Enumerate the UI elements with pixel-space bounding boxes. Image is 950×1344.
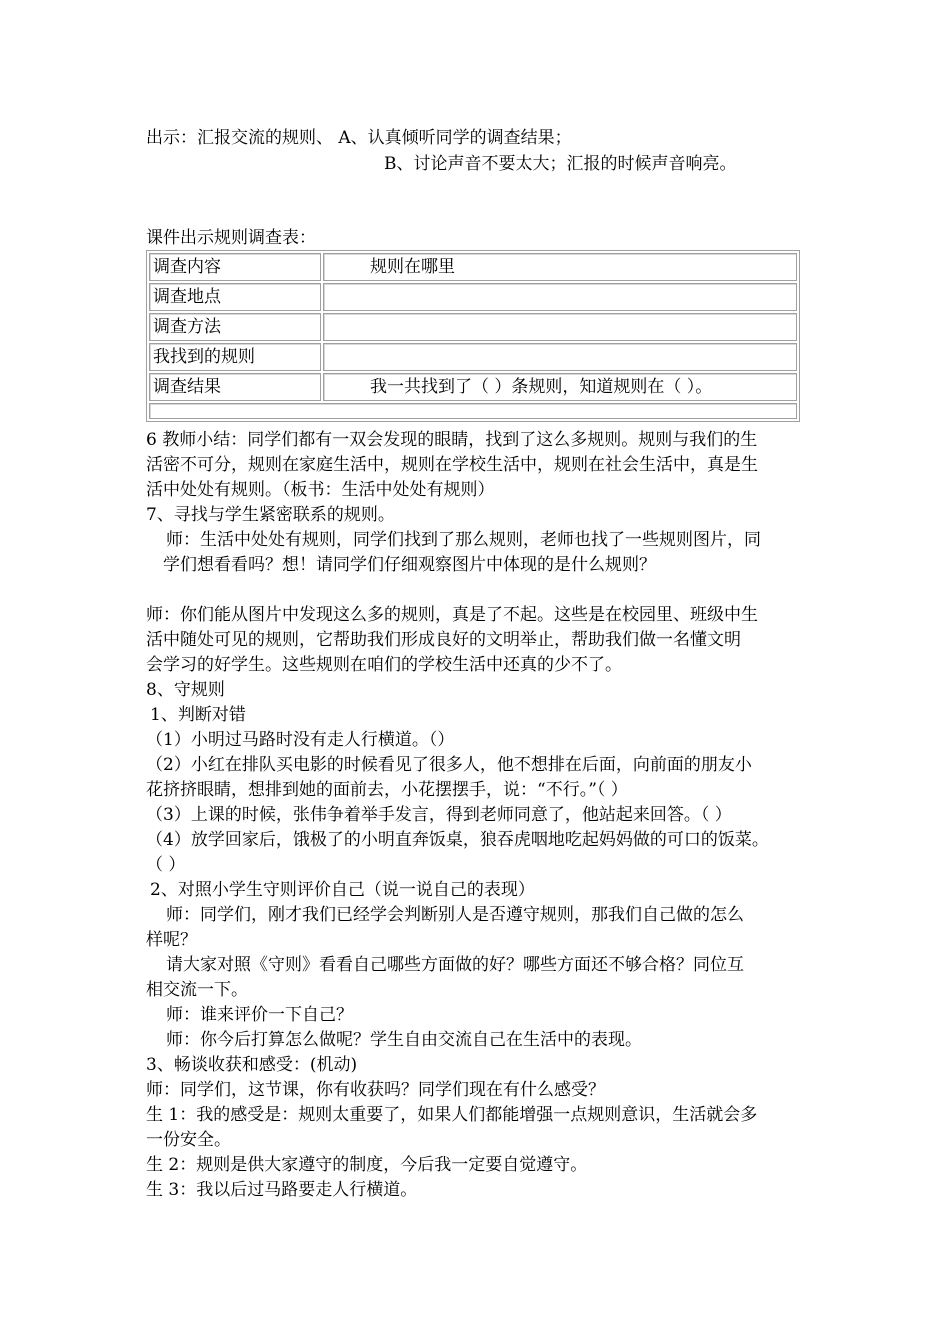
row-value: 我一共找到了（ ）条规则，知道规则在（ ）。 bbox=[323, 373, 797, 401]
row-value bbox=[323, 313, 797, 341]
student-1-line-2: 一份安全。 bbox=[146, 1130, 231, 1150]
section-8-sub-1: 1、判断对错 bbox=[150, 705, 246, 725]
teacher-line-3: 师：谁来评价一下自己？ bbox=[166, 1005, 353, 1025]
survey-caption: 课件出示规则调查表： bbox=[146, 228, 316, 248]
row-value: 规则在哪里 bbox=[323, 253, 797, 281]
teacher-line-2b: 相交流一下。 bbox=[146, 980, 248, 1000]
student-1-line-1: 生 1：我的感受是：规则太重要了，如果人们都能增强一点规则意识，生活就会多 bbox=[146, 1105, 758, 1125]
table-row bbox=[149, 313, 797, 341]
summary-line-3: 活中处处有规则。（板书：生活中处处有规则） bbox=[146, 480, 495, 500]
table-row bbox=[149, 253, 797, 281]
intro-line-1: 出示：汇报交流的规则、 A、认真倾听同学的调查结果； bbox=[146, 128, 572, 148]
section-3-question: 师：同学们，这节课，你有收获吗？同学们现在有什么感受？ bbox=[146, 1080, 605, 1100]
section-3-title: 3、畅谈收获和感受：(机动) bbox=[146, 1055, 358, 1075]
student-3: 生 3：我以后过马路要走人行横道。 bbox=[146, 1180, 418, 1200]
question-4-line-1: （4）放学回家后，饿极了的小明直奔饭桌，狼吞虎咽地吃起妈妈做的可口的饭菜。 bbox=[146, 830, 769, 850]
row-value bbox=[323, 343, 797, 371]
question-2-line-2: 花挤挤眼睛，想排到她的面前去，小花摆摆手，说：“不行。”（ ） bbox=[146, 780, 628, 800]
intro-line-2: B、讨论声音不要太大；汇报的时候声音响亮。 bbox=[384, 154, 737, 174]
comment-line-2: 活中随处可见的规则，它帮助我们形成良好的文明举止，帮助我们做一名懂文明 bbox=[146, 630, 741, 650]
row-value bbox=[323, 283, 797, 311]
row-label: 我找到的规则 bbox=[149, 343, 321, 371]
teacher-line-1a: 师：同学们，刚才我们已经学会判断别人是否遵守规则，那我们自己做的怎么 bbox=[166, 905, 744, 925]
table-row bbox=[149, 373, 797, 401]
row-label: 调查地点 bbox=[149, 283, 321, 311]
summary-line-2: 活密不可分，规则在家庭生活中，规则在学校生活中，规则在社会生活中，真是生 bbox=[146, 455, 758, 475]
teacher-line-4: 师：你今后打算怎么做呢？学生自由交流自己在生活中的表现。 bbox=[166, 1030, 642, 1050]
question-2-line-1: （2）小红在排队买电影的时候看见了很多人，他不想排在后面，向前面的朋友小 bbox=[146, 755, 752, 775]
section-7-line-2: 学们想看看吗？想！请同学们仔细观察图片中体现的是什么规则？ bbox=[163, 555, 656, 575]
table-row-blank bbox=[149, 403, 797, 419]
teacher-line-2a: 请大家对照《守则》看看自己哪些方面做的好？哪些方面还不够合格？同位互 bbox=[166, 955, 744, 975]
question-4-line-2: （ ） bbox=[146, 855, 186, 875]
comment-line-1: 师：你们能从图片中发现这么多的规则，真是了不起。这些是在校园里、班级中生 bbox=[146, 605, 758, 625]
teacher-line-1b: 样呢？ bbox=[146, 930, 197, 950]
blank-cell bbox=[149, 403, 797, 419]
section-8-title: 8、守规则 bbox=[146, 680, 225, 700]
section-8-sub-2: 2、对照小学生守则评价自己（说一说自己的表现） bbox=[150, 880, 535, 900]
comment-line-3: 会学习的好学生。这些规则在咱们的学校生活中还真的少不了。 bbox=[146, 655, 622, 675]
table-row bbox=[149, 343, 797, 371]
question-3: （3）上课的时候，张伟争着举手发言，得到老师同意了，他站起来回答。（ ） bbox=[146, 805, 732, 825]
summary-line-1: 6 教师小结：同学们都有一双会发现的眼睛，找到了这么多规则。规则与我们的生 bbox=[146, 430, 758, 450]
table-row bbox=[149, 283, 797, 311]
row-label: 调查结果 bbox=[149, 373, 321, 401]
student-2: 生 2：规则是供大家遵守的制度，今后我一定要自觉遵守。 bbox=[146, 1155, 588, 1175]
row-label: 调查方法 bbox=[149, 313, 321, 341]
row-label: 调查内容 bbox=[149, 253, 321, 281]
survey-table bbox=[146, 250, 800, 422]
section-7-title: 7、寻找与学生紧密联系的规则。 bbox=[146, 505, 395, 525]
section-7-line-1: 师：生活中处处有规则，同学们找到了那么规则，老师也找了一些规则图片，同 bbox=[166, 530, 761, 550]
question-1: （1）小明过马路时没有走人行横道。（） bbox=[146, 730, 455, 750]
